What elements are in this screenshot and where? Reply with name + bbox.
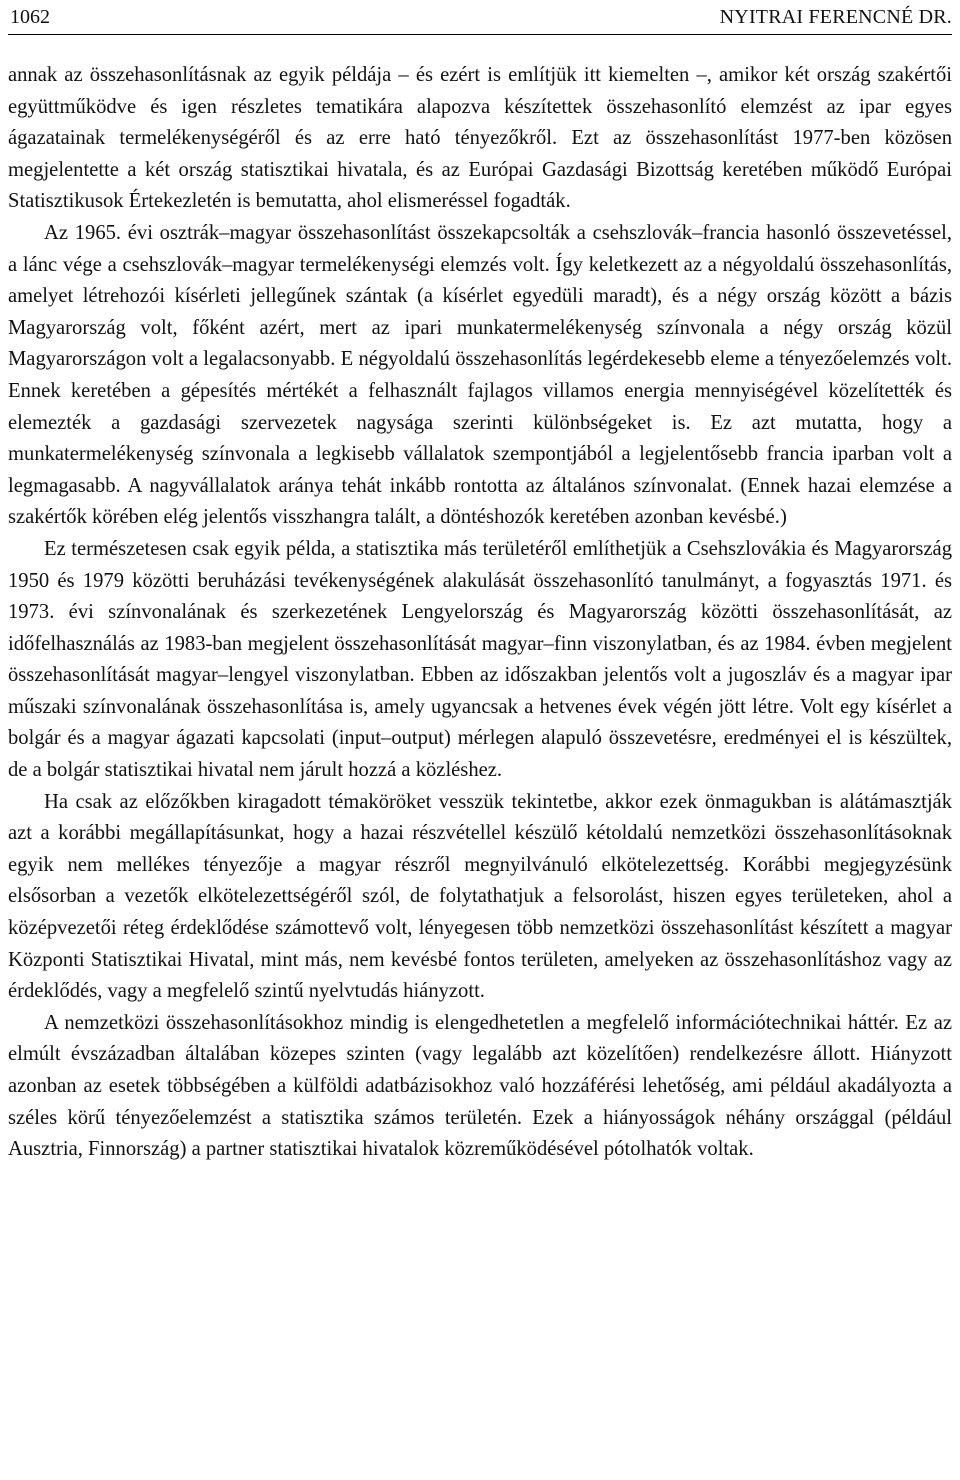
paragraph-continued: annak az összehasonlításnak az egyik példája – és ezért is említjük itt kiemelten –, amikor két ország szakértői együttműködve és igen részletes tematikára alapozva készítettek összehasonlító elemzést az ipar egyes ágazatainak termelékenységéről és az erre ható tényezőkről. Ezt az összehasonlítást 1977-ben közösen megjelentette a két ország statisztikai hivatala, és az Európai Gazdasági Bizottság keretében működő Európai Statisztikusok Értekezletén is bemutatta, ahol elismeréssel fogadták. [8,64,952,213]
paragraph: Ha csak az előzőkben kiragadott témaköröket vesszük tekintetbe, akkor ezek önmagukban is alátámasztják azt a korábbi megállapításunkat, hogy a hazai részvétellel készülő kétoldalú nemzetközi összehasonlításoknak egyik nem mellékes tényezője a magyar részről megnyilvánuló elkötelezettség. Korábbi megjegyzésünk elsősorban a vezetők elkötelezettségéről szól, de folytathatjuk a felsorolást, hiszen egyes területeken, ahol a középvezetői réteg érdeklődése számottevő volt, lényegesen több nemzetközi összehasonlítást készített a magyar Központi Statisztikai Hivatal, mint más, nem kevésbé fontos területen, amelyeken az összehasonlításhoz vagy az érdeklődés, vagy a megfelelő szintű nyelvtudás hiányzott. [8,790,952,1003]
paragraph: A nemzetközi összehasonlításokhoz mindig is elengedhetetlen a megfelelő információtechnikai háttér. Ez az elmúlt évszázadban általában közepes szinten (vagy legalább azt közelítően) rendelkezésre állott. Hiányzott azonban az esetek többségében a külföldi adatbázisokhoz való hozzáférési lehetőség, ami például akadályozta a széles körű tényezőelemzést a statisztika számos területén. Ezek a hiányosságok néhány országgal (például Ausztria, Finnország) a partner statisztikai hivatalok közreműködésével pótolhatók voltak. [8,1011,952,1161]
running-head-author: NYITRAI FERENCNÉ DR. [719,6,952,28]
page-number: 1062 [10,6,50,28]
paragraph: Ez természetesen csak egyik példa, a statisztika más területéről említhetjük a Csehszlovákia és Magyarország 1950 és 1979 közötti beruházási tevékenységének alakulását összehasonlító tanulmányt, a fogyasztás 1971. és 1973. évi színvonalának és szerkezetének Lengyelország és Magyarország közötti összehasonlítását, az időfelhasználás az 1983-ban megjelent összehasonlítását magyar–finn viszonylatban, és az 1984. évben megjelent összehasonlítását magyar–lengyel viszonylatban. Ebben az időszakban jelentős volt a jugoszláv és a magyar ipar műszaki színvonalának összehasonlítása is, amely ugyancsak a hetvenes évek végén jött létre. Volt egy kísérlet a bolgár és a magyar ágazati kapcsolati (input–output) mérlegen alapuló összevetésre, eredményei el is készültek, de a bolgár statisztikai hivatal nem járult hozzá a közléshez. [8,537,952,782]
page-header [8,0,952,35]
paragraph: Az 1965. évi osztrák–magyar összehasonlítást összekapcsolták a csehszlovák–francia hasonló összevetéssel, a lánc vége a csehszlovák–magyar termelékenységi elemzés volt. Így keletkezett az a négyoldalú összehasonlítás, amelyet létrehozói kísérleti jellegűnek szántak (a kísérlet egyedüli maradt), és a négy ország között a bázis Magyarország volt, főként azért, mert az ipari munkatermelékenység színvonala a négy ország közül Magyarországon volt a legalacsonyabb. E négyoldalú összehasonlítás legérdekesebb eleme a tényezőelemzés volt. Ennek keretében a gépesítés mértékét a felhasznált fajlagos villamos energia mennyiségével közelítették és elemezték a gazdasági szervezetek nagysága szerinti különbségeket is. Ez azt mutatta, hogy a munkatermelékenység színvonala a legkisebb vállalatok szempontjából a legjelentősebb francia iparban volt a legmagasabb. A nagyvállalatok aránya tehát inkább rontotta az általános színvonalat. (Ennek hazai elemzése a szakértők körében elég jelentős visszhangra talált, a döntéshozók keretében azonban kevésbé.) [8,221,952,529]
body-text [8,60,952,1166]
